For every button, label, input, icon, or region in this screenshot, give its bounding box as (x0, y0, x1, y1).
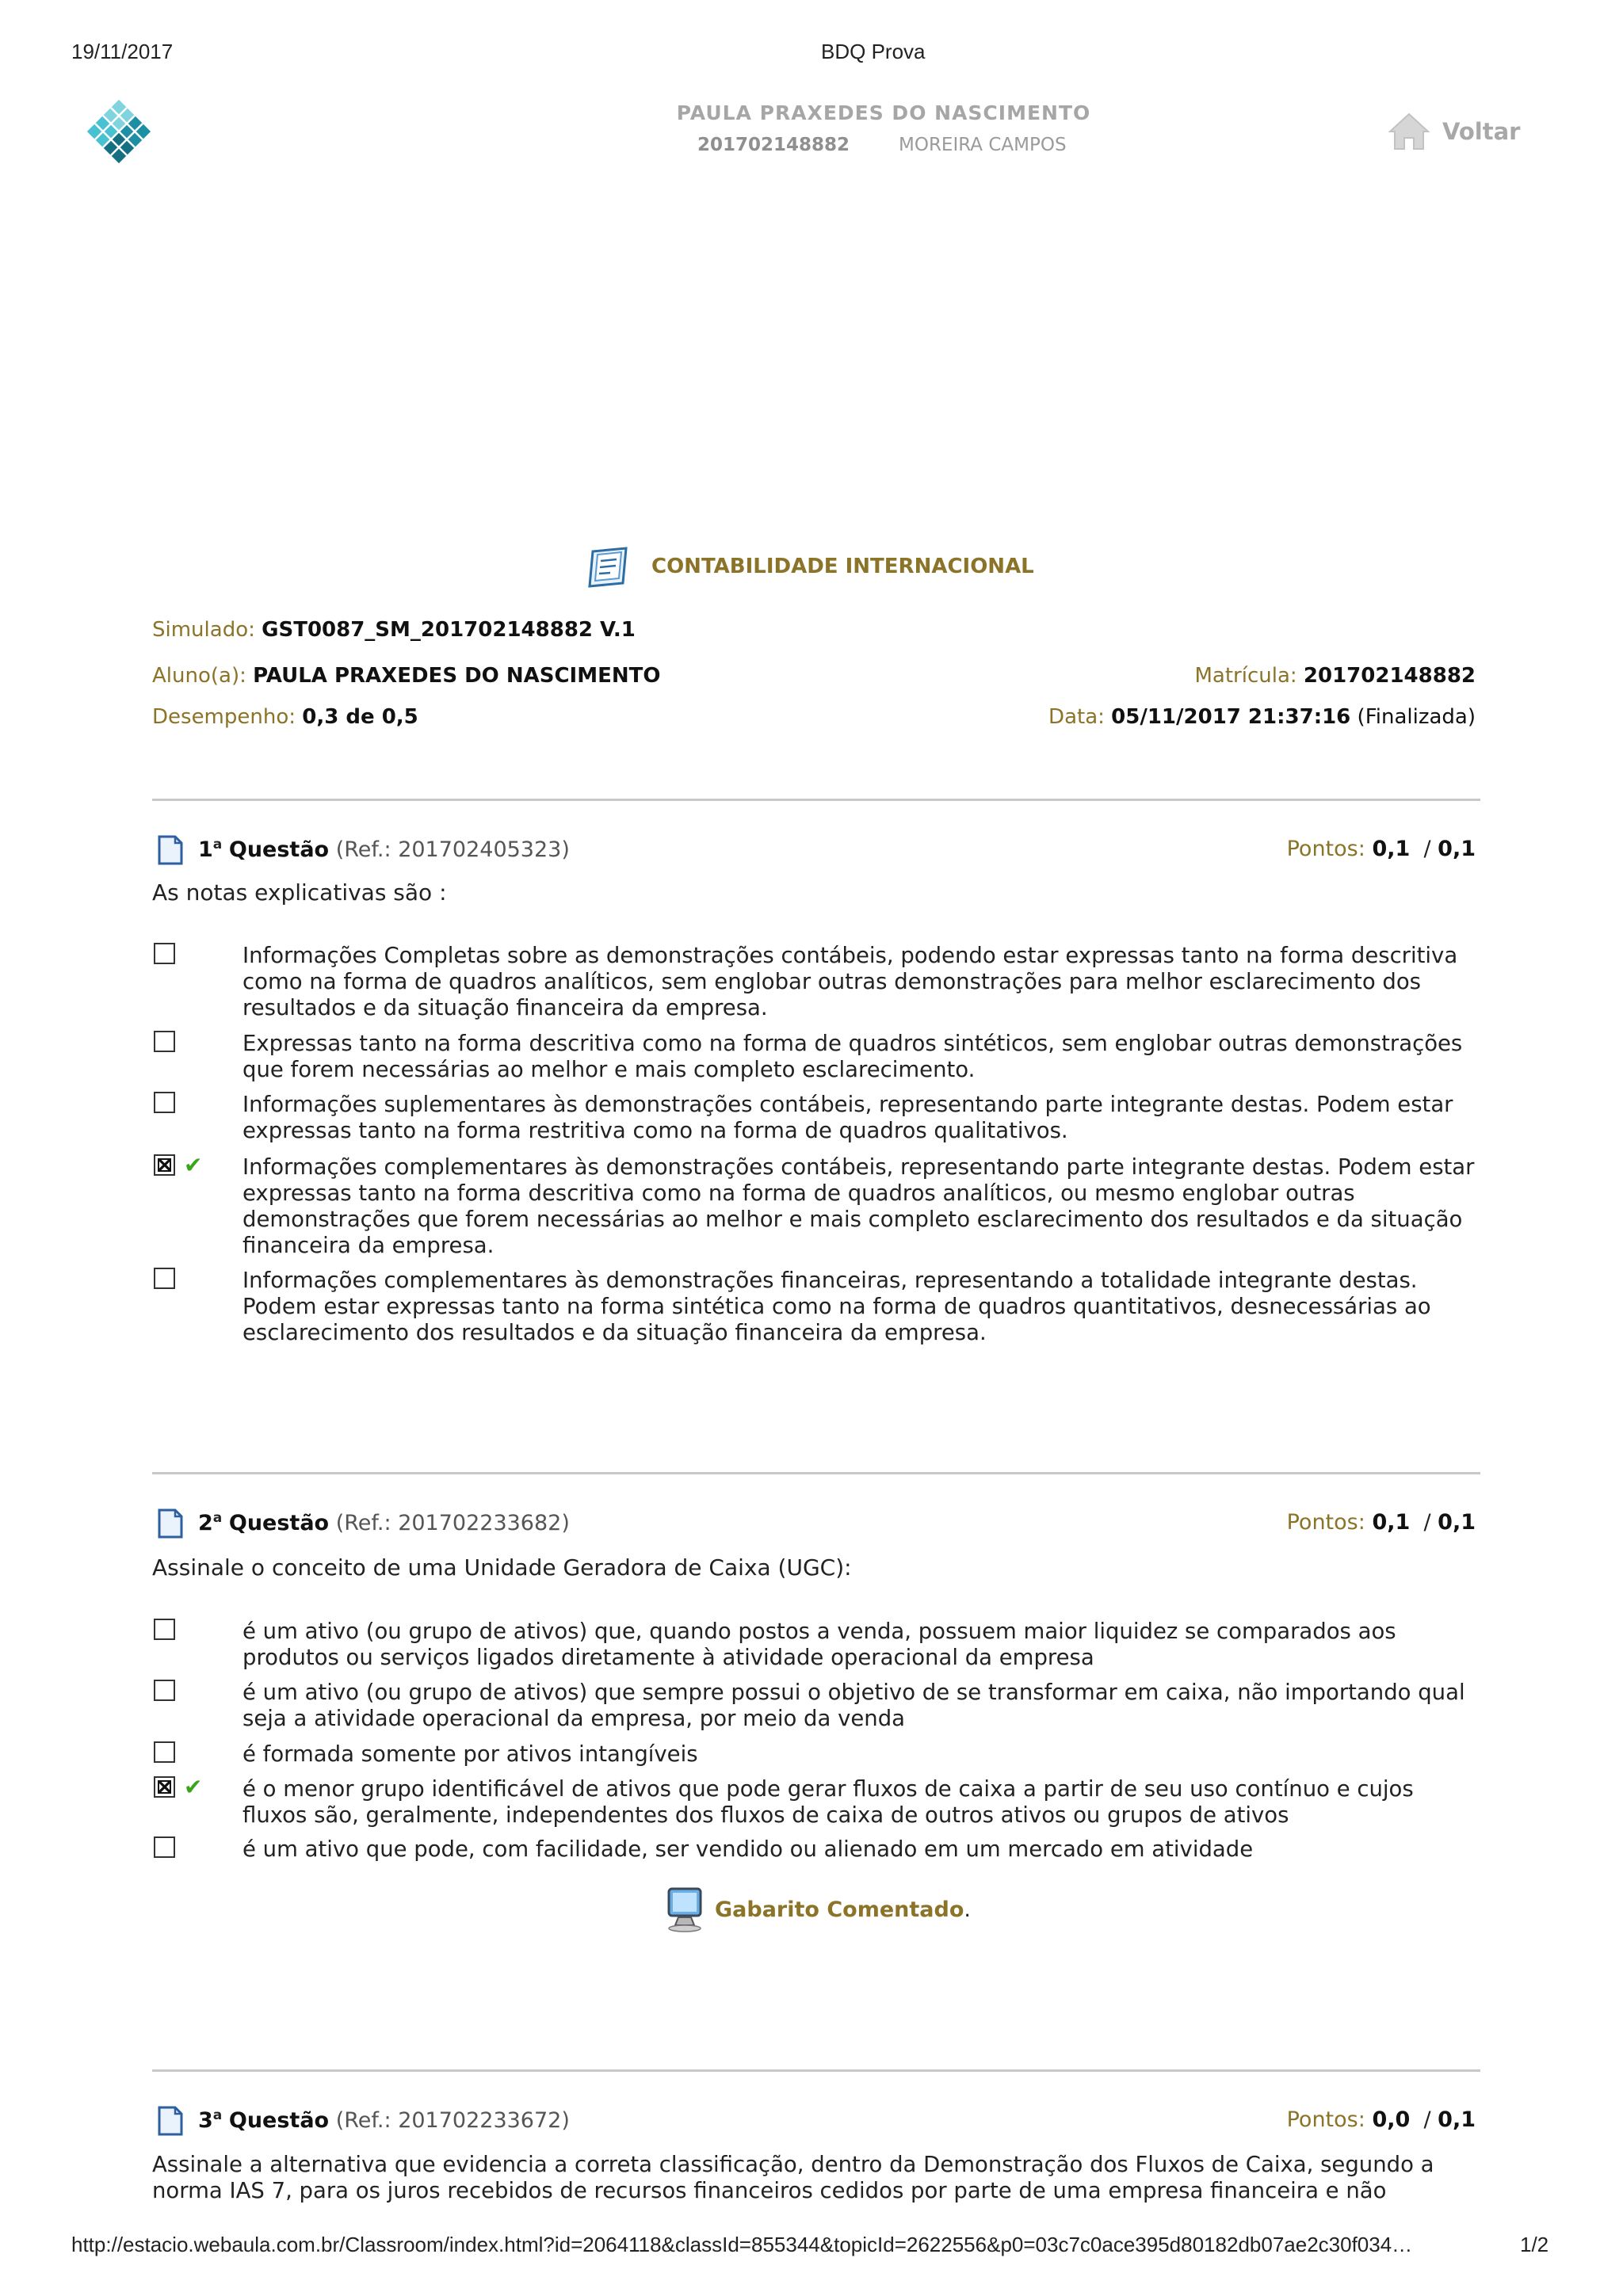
divider (152, 799, 1480, 801)
question-number-sup: a (212, 837, 223, 852)
question-number-sup: a (212, 2107, 223, 2123)
aluno-value: PAULA PRAXEDES DO NASCIMENTO (253, 664, 661, 688)
points-label: Pontos: (1286, 2107, 1365, 2132)
option-checkbox[interactable] (154, 1092, 175, 1113)
question-ref: (Ref.: 201702233682) (335, 1511, 570, 1535)
print-title: BDQ Prova (821, 40, 926, 63)
question-label: Questão (228, 2108, 330, 2133)
gabarito-link[interactable] (664, 1886, 971, 1933)
data-status: (Finalizada) (1357, 705, 1476, 729)
option-text: é formada somente por ativos intangíveis (242, 1741, 698, 1767)
question-ref: (Ref.: 201702405323) (335, 837, 570, 862)
checkmark-icon: ✔ (184, 1774, 203, 1800)
points-label: Pontos: (1286, 837, 1365, 861)
option-text: é um ativo (ou grupo de ativos) que sempre possui o objetivo de se transformar em caixa, não importando qual seja a atividade operacional da empresa, por meio da venda (242, 1680, 1465, 1731)
points-value: 0,1 (1372, 837, 1411, 861)
option-checkbox-checked[interactable] (154, 1154, 175, 1176)
option-text: Expressas tanto na forma descritiva como na forma de quadros sintéticos, sem englobar outras demonstrações que forem necessárias ao melhor e mais completo esclarecimento. (242, 1031, 1463, 1082)
option-checkbox[interactable] (154, 1741, 175, 1763)
points-separator: / (1423, 2107, 1431, 2132)
option-checkbox-checked[interactable] (154, 1776, 175, 1798)
points-value: 0,1 (1372, 1510, 1411, 1535)
question-number: 3 (198, 2108, 213, 2133)
question-2-header (0, 1505, 1623, 1545)
points-separator: / (1423, 1510, 1431, 1535)
points-total: 0,1 (1438, 1510, 1476, 1535)
question-ref: (Ref.: 201702233672) (335, 2108, 570, 2133)
document-icon (158, 1508, 183, 1539)
document-icon (158, 2106, 183, 2136)
points-value: 0,0 (1372, 2107, 1411, 2132)
print-url: http://estacio.webaula.com.br/Classroom/index.html?id=2064118&classId=855344&topicId=2622556&p0=03c7c0ace395d80182db07ae2c30f034… (71, 2233, 1413, 2256)
points-label: Pontos: (1286, 1510, 1365, 1535)
desempenho-label: Desempenho: (152, 705, 296, 729)
back-button[interactable] (1387, 108, 1520, 155)
data-value: 05/11/2017 21:37:16 (1111, 705, 1351, 729)
option-checkbox[interactable] (154, 1268, 175, 1289)
option-text: Informações complementares às demonstrações financeiras, representando a totalidade integrante destas. Podem estar expressas tanto na forma sintética como na forma de quadros quantitativos, desnecessárias ao esclarecimento dos resultados e da situação financeira da empresa. (242, 1268, 1431, 1345)
print-date: 19/11/2017 (71, 40, 174, 63)
simulado-label: Simulado: (152, 618, 255, 642)
question-2-stem: Assinale o conceito de uma Unidade Geradora de Caixa (UGC): (152, 1554, 852, 1581)
matricula-value: 201702148882 (1303, 664, 1476, 688)
option-checkbox[interactable] (154, 1619, 175, 1640)
header-student-name: PAULA PRAXEDES DO NASCIMENTO (676, 101, 1091, 124)
question-label: Questão (228, 837, 330, 862)
monitor-icon (664, 1886, 708, 1933)
header-campus: MOREIRA CAMPOS (899, 135, 1067, 155)
back-label: Voltar (1442, 118, 1521, 145)
option-checkbox[interactable] (154, 1680, 175, 1701)
option-text: Informações complementares às demonstrações contábeis, representando parte integrante destas. Podem estar expressas tanto na forma descritiva como na forma de quadros analíticos, ou mesmo englobar outras demonstrações que forem necessárias ao melhor e mais completo esclarecimento dos resultados e da situação financeira da empresa. (242, 1154, 1475, 1258)
option-checkbox[interactable] (154, 1836, 175, 1858)
simulado-value: GST0087_SM_201702148882 V.1 (262, 618, 636, 642)
question-1-header (0, 832, 1623, 871)
points-separator: / (1423, 837, 1431, 861)
points-total: 0,1 (1438, 837, 1476, 861)
matricula-label: Matrícula: (1194, 664, 1297, 688)
course-title: CONTABILIDADE INTERNACIONAL (651, 555, 1034, 578)
question-1-stem: As notas explicativas são : (152, 879, 447, 906)
question-number: 2 (198, 1511, 213, 1535)
checkmark-icon: ✔ (184, 1152, 203, 1178)
gabarito-dot: . (964, 1897, 971, 1922)
home-icon (1387, 109, 1431, 154)
question-number-sup: a (212, 1510, 223, 1526)
desempenho-value: 0,3 de 0,5 (302, 705, 418, 729)
question-number: 1 (198, 837, 213, 862)
option-text: Informações suplementares às demonstrações contábeis, representando parte integrante destas. Podem estar expressas tanto na forma restritiva como na forma de quadros qualitativos. (242, 1092, 1453, 1143)
print-page-number: 1/2 (1520, 2233, 1549, 2256)
divider (152, 2069, 1480, 2072)
gabarito-label: Gabarito Comentado (715, 1897, 964, 1922)
aluno-label: Aluno(a): (152, 664, 246, 688)
data-label: Data: (1048, 705, 1105, 729)
option-checkbox[interactable] (154, 943, 175, 964)
option-text: é um ativo que pode, com facilidade, ser vendido ou alienado em um mercado em atividade (242, 1836, 1254, 1862)
divider (152, 1472, 1480, 1474)
question-3-stem: Assinale a alternativa que evidencia a correta classificação, dentro da Demonstração dos Fluxos de Caixa, segundo a norma IAS 7, para os juros recebidos de recursos financeiros cedidos por parte de uma empresa financeira e não (152, 2152, 1434, 2203)
option-text: é o menor grupo identificável de ativos que pode gerar fluxos de caixa a partir de seu uso contínuo e cujos fluxos são, geralmente, independentes dos fluxos de caixa de outros ativos ou grupos de ativos (242, 1776, 1414, 1828)
points-total: 0,1 (1438, 2107, 1476, 2132)
question-3-header (0, 2103, 1623, 2142)
option-text: Informações Completas sobre as demonstrações contábeis, podendo estar expressas tanto na forma descritiva como na forma de quadros analíticos, sem englobar outras demonstrações para melhor esclarecimento dos resultados e da situação financeira da empresa. (242, 943, 1458, 1020)
option-text: é um ativo (ou grupo de ativos) que, quando postos a venda, possuem maior liquidez se comparados aos produtos ou serviços ligados diretamente à atividade operacional da empresa (242, 1619, 1396, 1670)
document-icon (158, 835, 183, 865)
book-icon (586, 543, 632, 589)
question-label: Questão (228, 1511, 330, 1535)
header-student-id: 201702148882 (697, 135, 850, 155)
option-checkbox[interactable] (154, 1031, 175, 1052)
